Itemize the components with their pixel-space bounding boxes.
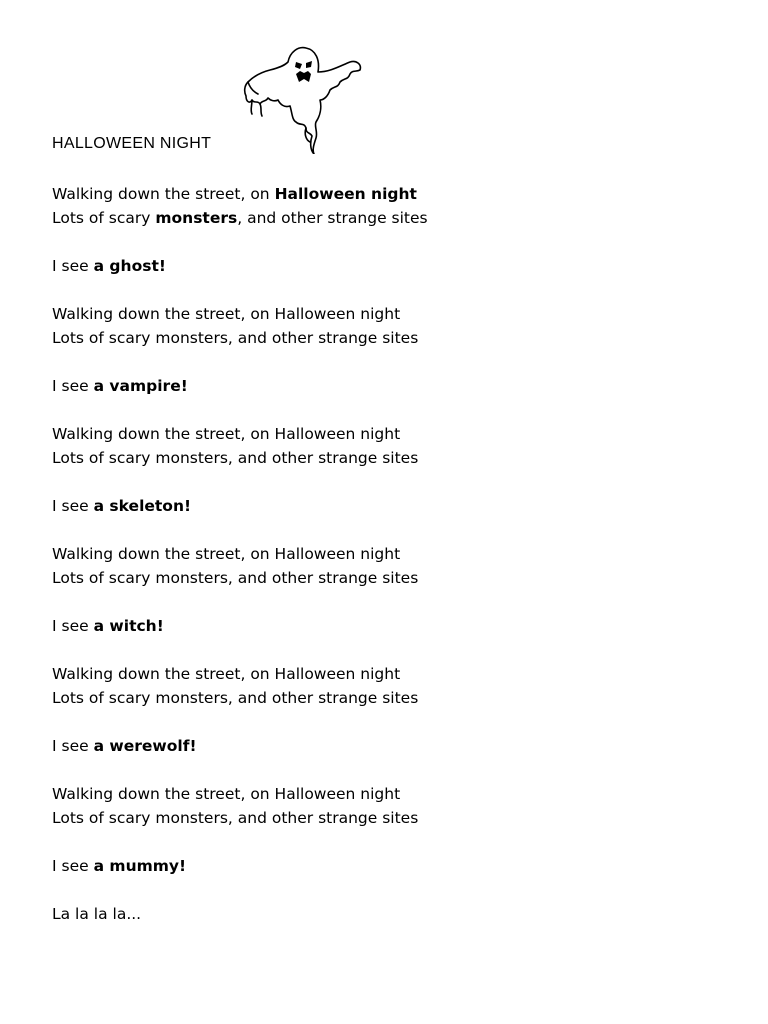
verse-line: Lots of scary monsters, and other strange sites <box>52 809 419 827</box>
verse-line: Walking down the street, on Halloween night <box>52 305 401 323</box>
verse-line: Lots of scary monsters, and other strange sites <box>52 449 419 467</box>
verse-line: Lots of scary monsters, and other strange sites <box>52 689 419 707</box>
stanza-2 <box>52 302 742 422</box>
verse-line: Lots of scary monsters, and other strange sites <box>52 209 428 227</box>
i-see-line: I see a vampire! <box>52 377 188 395</box>
ghost-icon <box>240 42 366 154</box>
stanza-4 <box>52 542 742 662</box>
stanza-6 <box>52 782 742 902</box>
verse-line: Walking down the street, on Halloween night <box>52 185 417 203</box>
verse-line: Lots of scary monsters, and other strange sites <box>52 569 419 587</box>
verse-line: Walking down the street, on Halloween night <box>52 425 401 443</box>
i-see-line: I see a mummy! <box>52 857 187 875</box>
stanza-1 <box>52 182 742 302</box>
song-title: HALLOWEEN NIGHT <box>52 135 212 152</box>
stanza-5 <box>52 662 742 782</box>
i-see-line: I see a witch! <box>52 617 164 635</box>
stanza-3 <box>52 422 742 542</box>
verse-line: Walking down the street, on Halloween night <box>52 785 401 803</box>
lyrics <box>52 182 742 926</box>
verse-line: Walking down the street, on Halloween night <box>52 665 401 683</box>
verse-line: Walking down the street, on Halloween night <box>52 545 401 563</box>
verse-line: Lots of scary monsters, and other strange sites <box>52 329 419 347</box>
i-see-line: I see a skeleton! <box>52 497 192 515</box>
i-see-line: I see a ghost! <box>52 257 166 275</box>
ending-line: La la la la... <box>52 905 142 923</box>
i-see-line: I see a werewolf! <box>52 737 197 755</box>
